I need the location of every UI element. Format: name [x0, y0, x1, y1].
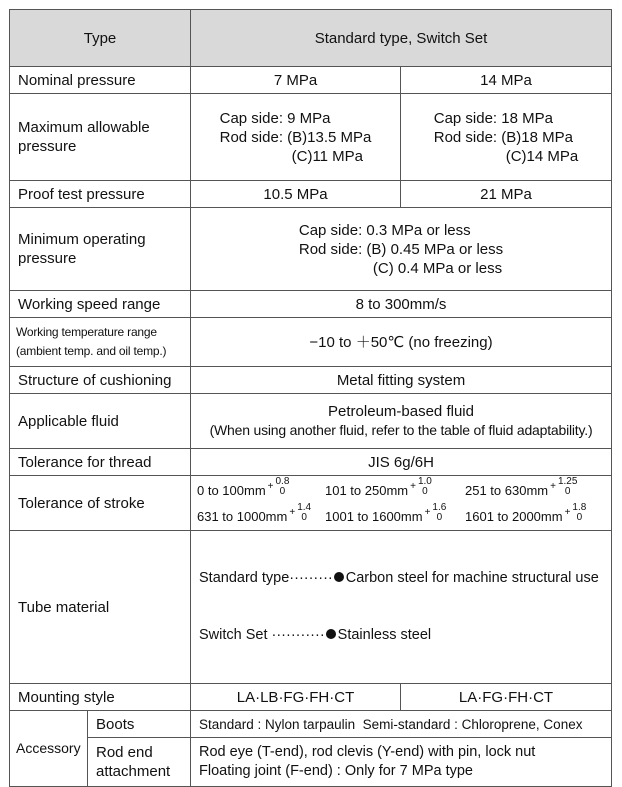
stroke-tolerance-item [197, 476, 325, 500]
stroke-range: 101 to 250mm [325, 482, 409, 498]
row-thread [10, 449, 612, 476]
label-line: attachment [96, 763, 171, 780]
tolerance-upper: 1.0 [417, 476, 432, 487]
tolerance-fraction [276, 477, 290, 497]
label-line: (ambient temp. and oil temp.) [16, 344, 167, 358]
value-tube [191, 531, 612, 684]
label-thread: Tolerance for thread [10, 449, 191, 476]
rod-end-line-2: Floating joint (F-end) : Only for 7 MPa type [199, 763, 473, 779]
tolerance-lower: 0 [422, 486, 428, 497]
label-tube: Tube material [10, 531, 191, 684]
value-mounting-7: LA·LB·FG·FH·CT [191, 684, 401, 711]
tolerance-fraction [418, 477, 432, 497]
rod-side: Rod side: (B)13.5 MPa [219, 128, 372, 146]
value-rod-end [191, 738, 612, 787]
value-block [220, 109, 372, 166]
tolerance-upper: 1.8 [572, 502, 587, 513]
label-max-allowable [10, 94, 191, 181]
label-line: Minimum operating [18, 231, 146, 248]
value-boots: Standard : Nylon tarpaulin Semi-standard : Chloroprene, Conex [191, 711, 612, 738]
label-mounting: Mounting style [10, 684, 191, 711]
stroke-range: 631 to 1000mm [197, 508, 288, 524]
value-fluid [191, 394, 612, 449]
tolerance-upper: 1.4 [297, 502, 312, 513]
tolerance-plus-sign: + [289, 507, 296, 518]
value-block [434, 109, 579, 166]
row-proof-test [10, 181, 612, 208]
label-line: Rod end [96, 744, 153, 761]
row-max-allowable [10, 94, 612, 181]
value-min-operating [191, 208, 612, 291]
stroke-tolerance-item [197, 502, 325, 526]
row-stroke [10, 476, 612, 531]
value-max-allowable-14 [401, 94, 612, 181]
stroke-tolerance-item [465, 476, 609, 500]
bullet-icon [334, 572, 344, 582]
label-cushioning: Structure of cushioning [10, 367, 191, 394]
row-accessory-rod-end [10, 738, 612, 787]
rod-side: Rod side: (B)18 MPa [433, 128, 573, 146]
row-speed [10, 291, 612, 318]
label-fluid: Applicable fluid [10, 394, 191, 449]
label-line: Maximum allowable [18, 119, 150, 136]
label-nominal-pressure: Nominal pressure [10, 67, 191, 94]
tolerance-lower: 0 [436, 512, 443, 523]
tolerance-plus-sign: + [564, 507, 571, 518]
header-row [10, 10, 612, 67]
label-boots: Boots [88, 711, 191, 738]
tolerance-upper: 0.8 [275, 476, 290, 487]
rod-side-c: (C) 0.4 MPa or less [372, 259, 503, 277]
label-accessory: Accessory [10, 711, 88, 787]
header-type: Type [10, 10, 191, 67]
tolerance-fraction [558, 477, 577, 497]
rod-side-c: (C)11 MPa [291, 147, 364, 165]
tube-type-value: Stainless steel [337, 627, 432, 643]
tolerance-upper: 1.25 [557, 476, 578, 487]
tolerance-lower: 0 [279, 486, 286, 497]
value-nominal-14: 14 MPa [401, 67, 612, 94]
tube-type-value: Carbon steel for machine structural use [345, 570, 599, 586]
tolerance-plus-sign: + [410, 481, 416, 492]
rod-side-c: (C)14 MPa [505, 147, 579, 165]
tube-line-1 [199, 569, 603, 588]
row-temperature [10, 318, 612, 367]
tolerance-plus-sign: + [424, 507, 431, 518]
stroke-tolerance-item [325, 502, 465, 526]
value-block [299, 221, 503, 278]
tolerance-lower: 0 [301, 512, 307, 523]
row-cushioning [10, 367, 612, 394]
fluid-line-2: (When using another fluid, refer to the table of fluid adaptability.) [209, 422, 593, 438]
value-cushioning: Metal fitting system [191, 367, 612, 394]
label-rod-end [88, 738, 191, 787]
label-line: pressure [18, 250, 77, 267]
header-model: Standard type, Switch Set [191, 10, 612, 67]
value-proof-14: 21 MPa [401, 181, 612, 208]
label-line: pressure [18, 138, 77, 155]
value-max-allowable-7 [191, 94, 401, 181]
row-accessory-boots [10, 711, 612, 738]
label-temperature [10, 318, 191, 367]
cap-side: Cap side: 18 MPa [433, 109, 553, 127]
rod-end-line-1: Rod eye (T-end), rod clevis (Y-end) with pin, lock nut [199, 744, 536, 760]
label-proof-test: Proof test pressure [10, 181, 191, 208]
row-tube [10, 531, 612, 684]
stroke-range: 1001 to 1600mm [325, 508, 423, 524]
spec-table [9, 9, 612, 787]
label-speed: Working speed range [10, 291, 191, 318]
tolerance-fraction [432, 503, 446, 523]
tolerance-lower: 0 [576, 512, 583, 523]
value-stroke [191, 476, 612, 531]
cap-side: Cap side: 9 MPa [219, 109, 331, 127]
value-speed: 8 to 300mm/s [191, 291, 612, 318]
tube-type-name: Switch Set ··········· [199, 627, 325, 643]
value-nominal-7: 7 MPa [191, 67, 401, 94]
stroke-tolerance-grid [197, 476, 609, 526]
value-thread: JIS 6g/6H [191, 449, 612, 476]
stroke-tolerance-item [325, 476, 465, 500]
row-min-operating [10, 208, 612, 291]
bullet-icon [326, 629, 336, 639]
stroke-range: 0 to 100mm [197, 482, 266, 498]
fluid-line-1: Petroleum-based fluid [328, 403, 474, 420]
row-nominal-pressure [10, 67, 612, 94]
label-min-operating [10, 208, 191, 291]
label-line: Working temperature range [16, 325, 157, 339]
value-temperature: −10 to ＋50℃ (no freezing) [191, 318, 612, 367]
label-stroke: Tolerance of stroke [10, 476, 191, 531]
tolerance-upper: 1.6 [432, 502, 447, 513]
tolerance-plus-sign: + [550, 481, 556, 492]
stroke-range: 251 to 630mm [465, 482, 549, 498]
tolerance-fraction [572, 503, 586, 523]
tolerance-fraction [297, 503, 311, 523]
row-fluid [10, 394, 612, 449]
tube-line-2 [199, 626, 603, 645]
cap-side: Cap side: 0.3 MPa or less [298, 221, 471, 239]
tube-type-name: Standard type········· [199, 570, 333, 586]
stroke-range: 1601 to 2000mm [465, 508, 563, 524]
tolerance-plus-sign: + [267, 481, 274, 492]
row-mounting [10, 684, 612, 711]
tolerance-lower: 0 [564, 486, 571, 497]
stroke-tolerance-item [465, 502, 609, 526]
value-proof-7: 10.5 MPa [191, 181, 401, 208]
rod-side: Rod side: (B) 0.45 MPa or less [298, 240, 504, 258]
value-mounting-14: LA·FG·FH·CT [401, 684, 612, 711]
